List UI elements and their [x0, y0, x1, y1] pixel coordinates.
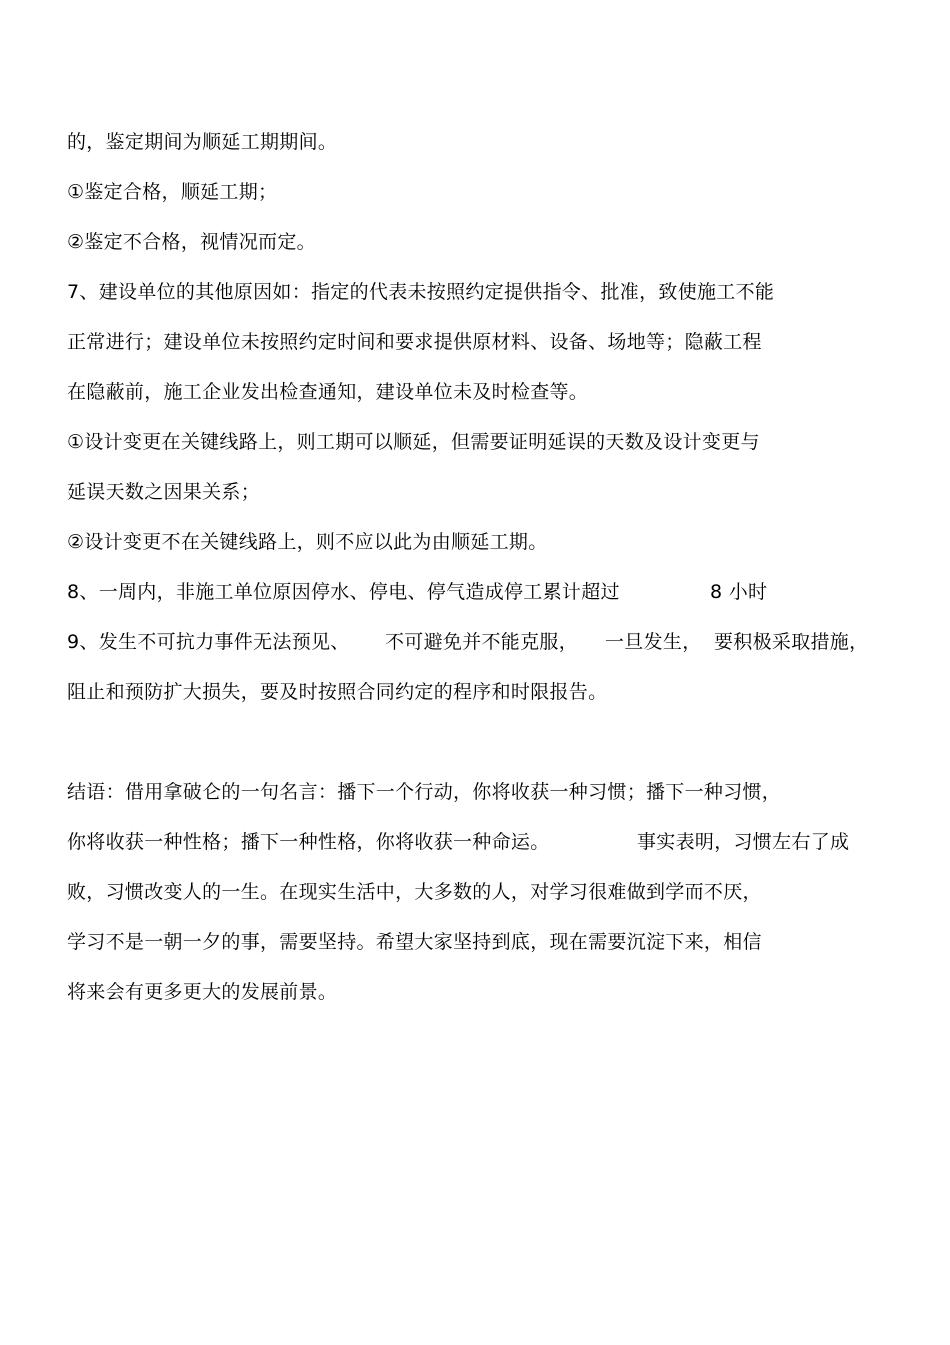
item-9-seg-1: 9、发生不可抗力事件无法预见、 — [67, 631, 350, 653]
item-9-seg-2: 不可避免并不能克服， — [385, 631, 579, 653]
item-8-value: 8 小时 — [710, 581, 768, 603]
item-7-line-2: 正常进行；建设单位未按照约定时间和要求提供原材料、设备、场地等；隐蔽工程 — [67, 331, 762, 353]
item-9-line-2: 阻止和预防扩大损失，要及时按照合同约定的程序和时限报告。 — [67, 681, 608, 703]
text-line: ①鉴定合格，顺延工期； — [67, 181, 278, 203]
conclusion-line-1: 结语：借用拿破仑的一句名言：播下一个行动，你将收获一种习惯；播下一种习惯， — [67, 781, 782, 803]
item-7-sub-2: ②设计变更不在关键线路上，则不应以此为由顺延工期。 — [67, 531, 548, 553]
conclusion-line-2 — [67, 827, 877, 857]
text-line: ②鉴定不合格，视情况而定。 — [67, 231, 316, 253]
conclusion-line-5: 将来会有更多更大的发展前景。 — [67, 981, 338, 1003]
conclusion-line-4: 学习不是一朝一夕的事，需要坚持。希望大家坚持到底，现在需要沉淀下来，相信 — [67, 931, 762, 953]
item-8-text: 8、一周内，非施工单位原因停水、停电、停气造成停工累计超过 — [67, 581, 620, 603]
item-7-line-3: 在隐蔽前，施工企业发出检查通知，建设单位未及时检查等。 — [67, 381, 589, 403]
text-line: 的，鉴定期间为顺延工期期间。 — [67, 131, 338, 153]
item-7-sub-1-line-1: ①设计变更在关键线路上，则工期可以顺延，但需要证明延误的天数及设计变更与 — [67, 431, 760, 453]
conclusion-line-2-seg-2: 事实表明，习惯左右了成 — [637, 831, 850, 853]
item-9-seg-3: 一旦发生， — [605, 631, 702, 653]
item-9-line-1 — [67, 627, 877, 657]
conclusion-line-3: 败，习惯改变人的一生。在现实生活中，大多数的人，对学习很难做到学而不厌， — [67, 881, 762, 903]
item-7-sub-1-line-2: 延误天数之因果关系； — [67, 481, 261, 503]
item-7-line-1: 7、建设单位的其他原因如：指定的代表未按照约定提供指令、批准，致使施工不能 — [67, 281, 775, 303]
conclusion-line-2-seg-1: 你将收获一种性格；播下一种性格，你将收获一种命运。 — [67, 831, 550, 853]
item-9-seg-4: 要积极采取措施， — [714, 631, 869, 653]
item-8-line — [67, 577, 827, 607]
